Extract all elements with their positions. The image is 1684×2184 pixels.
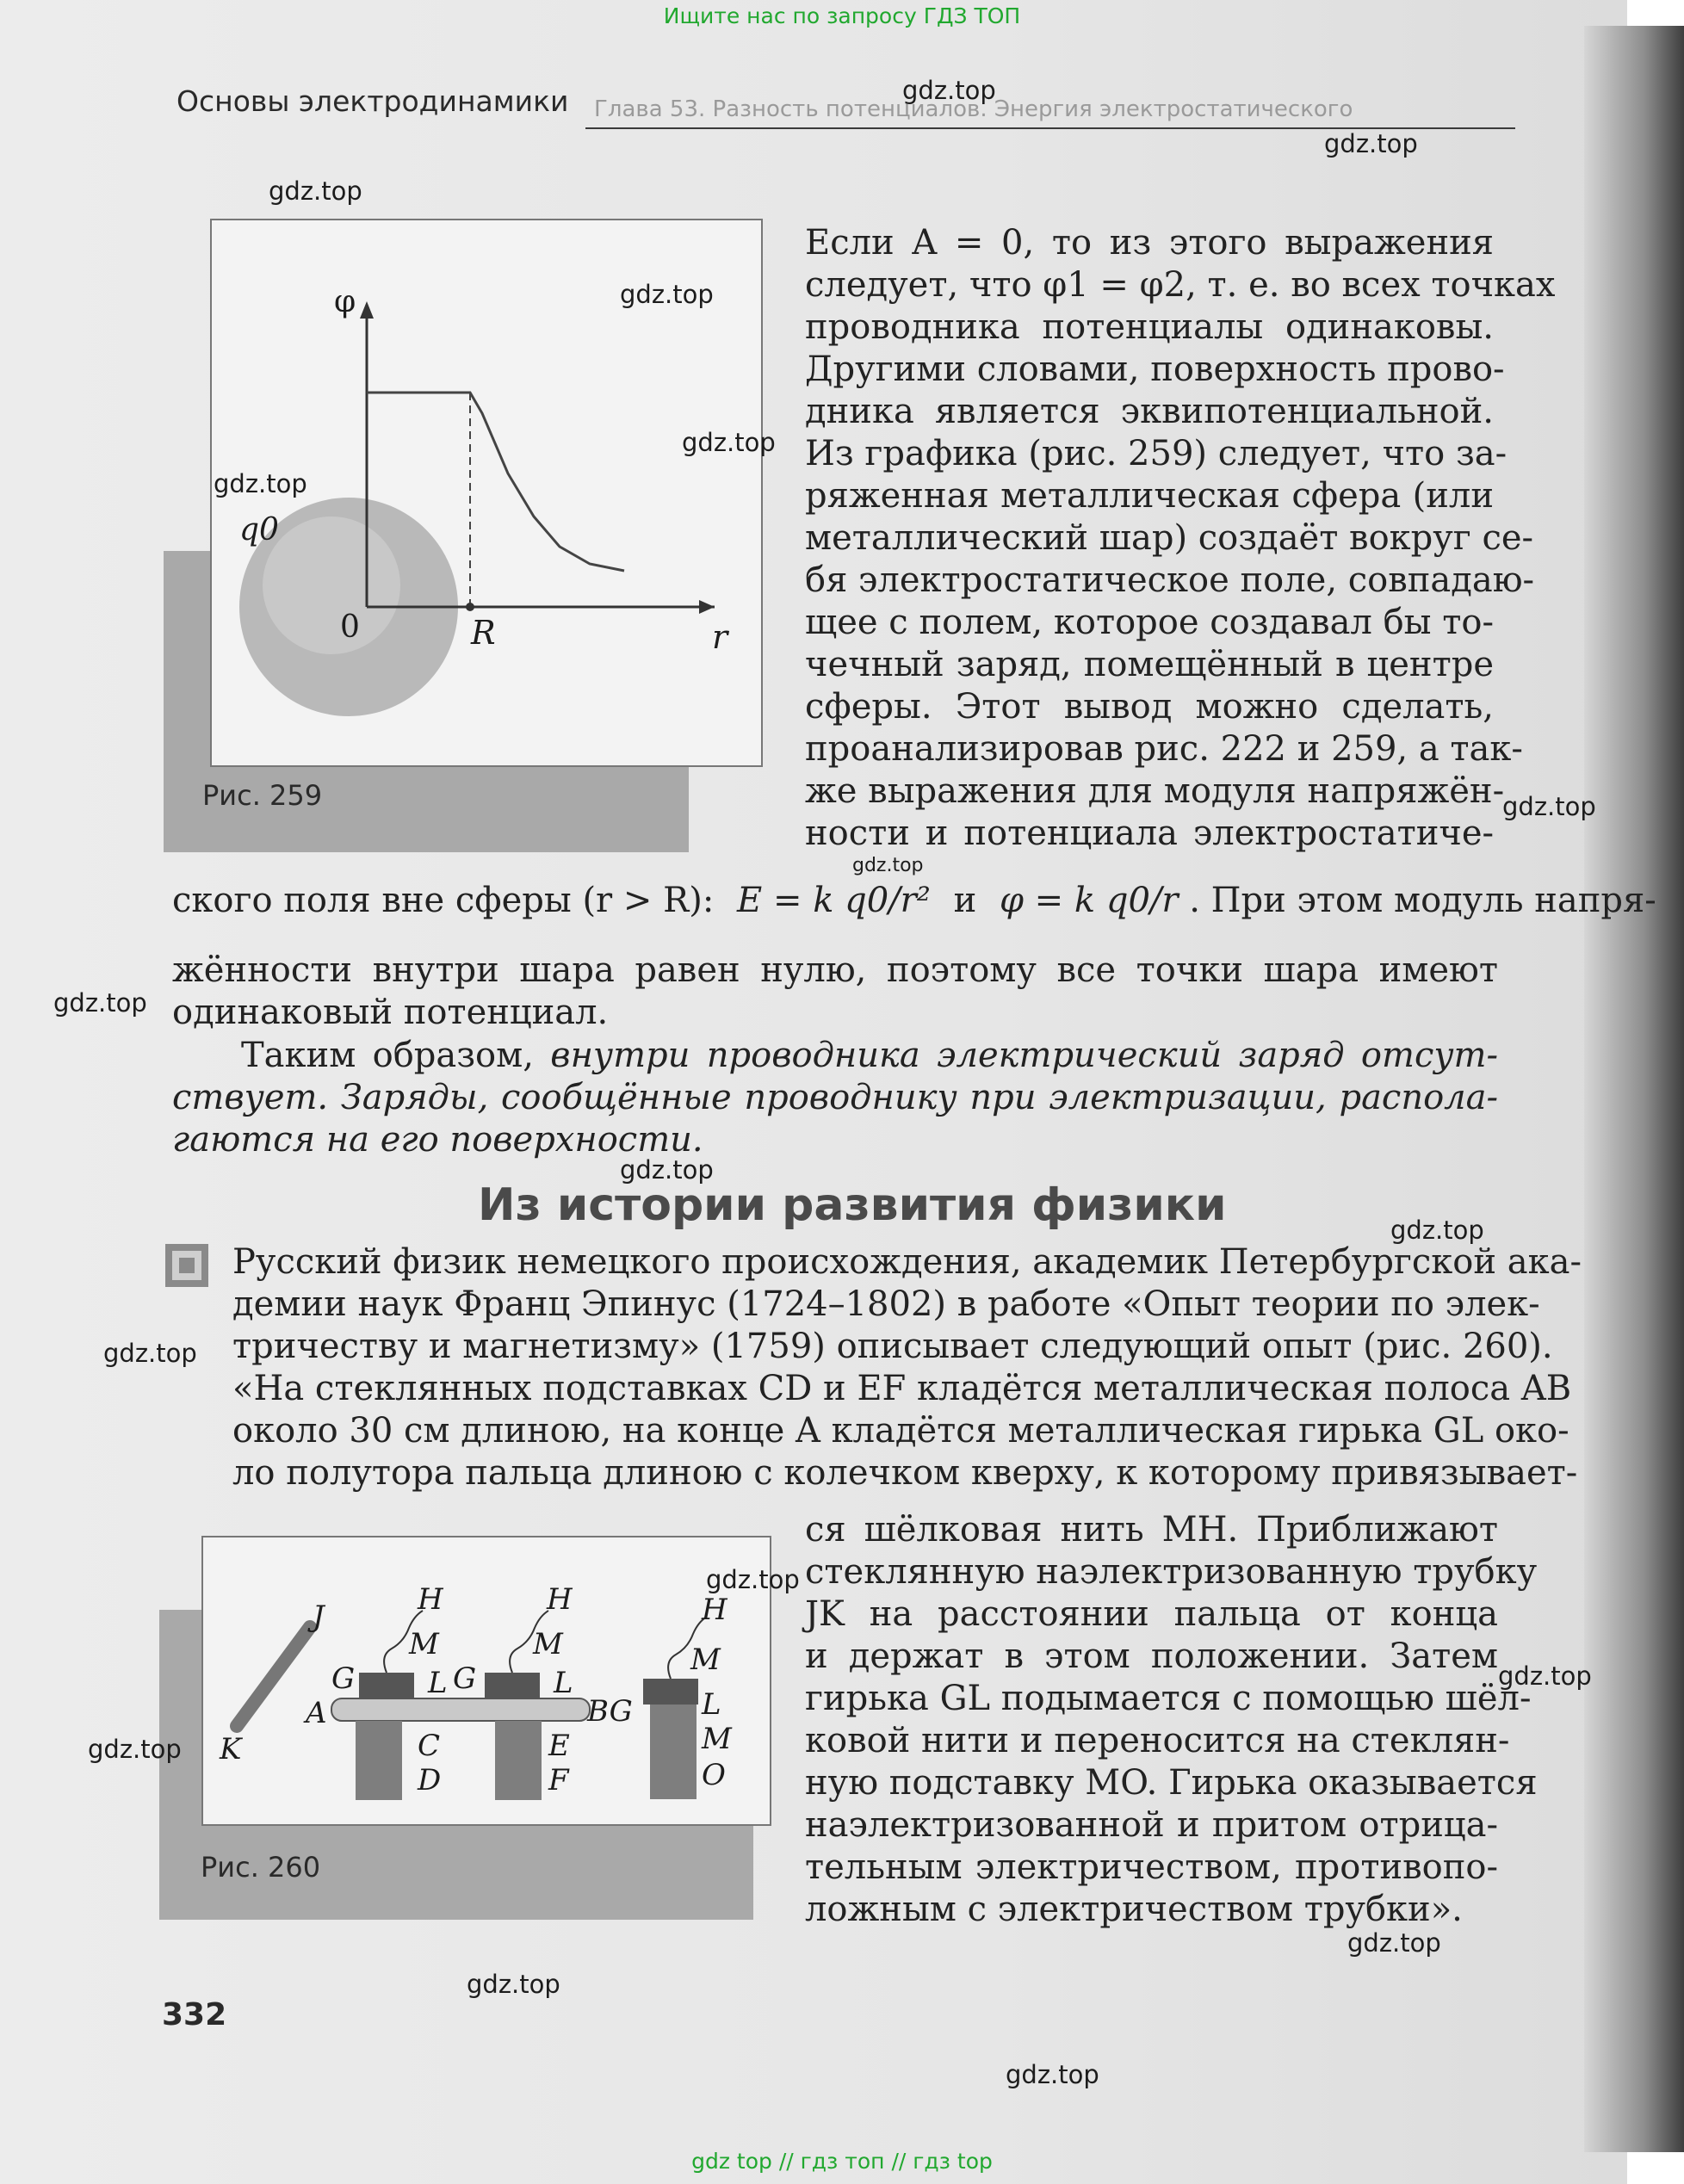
text-line: Русский физик немецкого происхождения, академик Петербургской ака- [232, 1242, 1582, 1282]
conclusion-italic: внутри проводника электрический заряд отсут- [550, 1036, 1498, 1075]
history-section-icon [165, 1244, 208, 1287]
text-line: Из графика (рис. 259) следует, что за- [805, 434, 1508, 473]
section-title: Из истории развития физики [478, 1179, 1227, 1231]
fig260-label-O: O [702, 1758, 726, 1792]
fig260-label-K: K [220, 1732, 242, 1766]
sphere-highlight [263, 517, 400, 654]
watermark: gdz.top [852, 855, 924, 876]
text-line: следует, что φ1 = φ2, т. е. во всех точках [805, 265, 1556, 305]
text-line: демии наук Франц Эпинус (1724–1802) в работе «Опыт теории по элек- [232, 1284, 1540, 1324]
fig260-label-M3: M [690, 1643, 721, 1677]
conclusion-start: Таким образом, [241, 1036, 534, 1075]
text-line: Если A = 0, то из этого выражения [805, 223, 1494, 263]
text-line: металлический шар) создаёт вокруг се- [805, 518, 1534, 558]
fig260-label-H2: H [547, 1582, 573, 1617]
glass-stand-MO [650, 1705, 697, 1799]
label-phi: φ [334, 284, 356, 319]
bottom-footer[interactable]: gdz top // гдз топ // гдз top [691, 2149, 993, 2174]
fig260-label-D: D [418, 1763, 442, 1797]
watermark: gdz.top [682, 428, 776, 457]
watermark: gdz.top [902, 76, 996, 105]
text-line: тельным электричеством, противопо- [805, 1847, 1498, 1887]
conclusion-paragraph [172, 1035, 1498, 1161]
fig260-label-H3: H [702, 1593, 727, 1627]
fig260-label-J: J [313, 1599, 325, 1634]
book-spine-shadow [1584, 26, 1684, 2152]
label-R: R [471, 614, 496, 652]
weight-GL-2 [485, 1673, 540, 1698]
fig260-label-L2: L [554, 1666, 573, 1700]
text-line: гирька GL подымается с помощью шёл- [805, 1679, 1532, 1718]
text-line: наэлектризованной и притом отрица- [805, 1805, 1498, 1845]
running-header: Основы электродинамики [176, 84, 569, 118]
fig260-label-A: A [306, 1696, 327, 1730]
text-line: проанализировав рис. 222 и 259, а так- [805, 729, 1523, 769]
text-line: сферы. Этот вывод можно сделать, [805, 687, 1494, 727]
watermark: gdz.top [269, 176, 362, 206]
watermark: gdz.top [88, 1735, 182, 1764]
text-line: жённости внутри шара равен нулю, поэтому все точки шара имеют [172, 950, 1498, 990]
watermark: gdz.top [1390, 1216, 1484, 1245]
formula-E: E = k q0/r² [737, 881, 931, 920]
page-number: 332 [162, 1997, 227, 2032]
watermark: gdz.top [53, 988, 147, 1018]
text-line [172, 1035, 1498, 1077]
label-q0: q0 [239, 512, 279, 548]
watermark: gdz.top [1347, 1928, 1441, 1958]
watermark: gdz.top [706, 1565, 800, 1594]
watermark: gdz.top [620, 1155, 714, 1185]
point-R [466, 603, 474, 611]
text-line: стеклянную наэлектризованную трубку [805, 1552, 1538, 1592]
text-line: около 30 см длиною, на конце A кладётся металлическая гирька GL око- [232, 1411, 1569, 1451]
metal-strip-AB [331, 1698, 590, 1721]
watermark: gdz.top [1502, 792, 1596, 821]
fig260-label-G1: G [331, 1661, 356, 1696]
text-line: ности и потенциала электростатиче- [805, 814, 1494, 853]
history-paragraph-right [805, 1509, 1538, 1931]
fig260-label-M2: M [533, 1627, 563, 1661]
text-line: JK на расстоянии пальца от конца [805, 1594, 1498, 1634]
paragraph-end [172, 950, 1498, 1034]
fig260-label-F: F [548, 1763, 569, 1797]
fig260-label-M1: M [409, 1627, 439, 1661]
text-line: ствует. Заряды, сообщённые проводнику при электризации, распола- [172, 1078, 1498, 1117]
glass-stand-EF [495, 1721, 542, 1800]
history-paragraph [232, 1241, 1582, 1494]
formula-phi: φ = k q0/r [999, 881, 1179, 920]
figure-259-caption: Рис. 259 [202, 779, 323, 812]
fig260-label-L1: L [428, 1666, 448, 1700]
fig260-label-BG: BG [587, 1694, 633, 1729]
watermark: gdz.top [1498, 1661, 1592, 1691]
text-line: щее с полем, которое создавал бы то- [805, 603, 1494, 642]
text-line: чечный заряд, помещённый в центре [805, 645, 1494, 684]
running-header-right: Глава 53. Разность потенциалов. Энергия электростатического [594, 96, 1353, 122]
text-line: бя электростатическое поле, совпадаю- [805, 560, 1535, 600]
watermark: gdz.top [620, 280, 714, 309]
text-line: проводника потенциалы одинаковы. [805, 307, 1494, 347]
weight-GL-3 [643, 1679, 698, 1705]
text-line: дника является эквипотенциальной. [805, 392, 1494, 431]
figure-259 [164, 215, 766, 852]
text-line: гаются на его поверхности. [172, 1120, 703, 1160]
fig260-label-G2: G [453, 1661, 477, 1696]
fig260-label-C: C [418, 1729, 441, 1763]
weight-GL-1 [359, 1673, 414, 1698]
watermark: gdz.top [103, 1339, 197, 1368]
formula-line-start: ского поля вне сферы (r > R): [172, 881, 715, 920]
fig260-label-M4: M [702, 1722, 732, 1756]
text-line: ную подставку MO. Гирька оказывается [805, 1763, 1538, 1803]
text-line: ковой нити и переносится на стеклян- [805, 1721, 1510, 1760]
formula-and: и [953, 881, 977, 920]
label-origin: 0 [340, 609, 360, 645]
watermark: gdz.top [467, 1970, 560, 1999]
watermark: gdz.top [1324, 129, 1418, 158]
fig260-label-E: E [548, 1729, 570, 1763]
text-line: тричеству и магнетизму» (1759) описывает следующий опыт (рис. 260). [232, 1327, 1553, 1366]
figure-260-caption: Рис. 260 [201, 1851, 321, 1884]
text-line: одинаковый потенциал. [172, 993, 609, 1032]
watermark: gdz.top [214, 469, 307, 498]
text-line: Другими словами, поверхность прово- [805, 350, 1505, 389]
fig260-label-H1: H [418, 1582, 443, 1617]
text-line: же выражения для модуля напряжён- [805, 771, 1505, 811]
text-line: и держат в этом положении. Затем [805, 1636, 1498, 1676]
watermark: gdz.top [1006, 2060, 1099, 2089]
fig260-label-L3: L [702, 1687, 721, 1722]
text-line: ся шёлковая нить MH. Приближают [805, 1510, 1498, 1550]
glass-stand-CD [356, 1721, 402, 1800]
formula-line [172, 880, 1656, 922]
text-line: ложным с электричеством трубки». [805, 1890, 1463, 1929]
text-line: ряженная металлическая сфера (или [805, 476, 1494, 516]
label-r: r [712, 618, 728, 656]
top-banner[interactable]: Ищите нас по запросу ГДЗ ТОП [663, 3, 1021, 28]
formula-line-end: . При этом модуль напря- [1189, 881, 1656, 920]
text-line: «На стеклянных подставках CD и EF кладётся металлическая полоса AB [232, 1369, 1572, 1408]
text-line: ло полутора пальца длиною с колечком кверху, к которому привязывает- [232, 1453, 1578, 1493]
